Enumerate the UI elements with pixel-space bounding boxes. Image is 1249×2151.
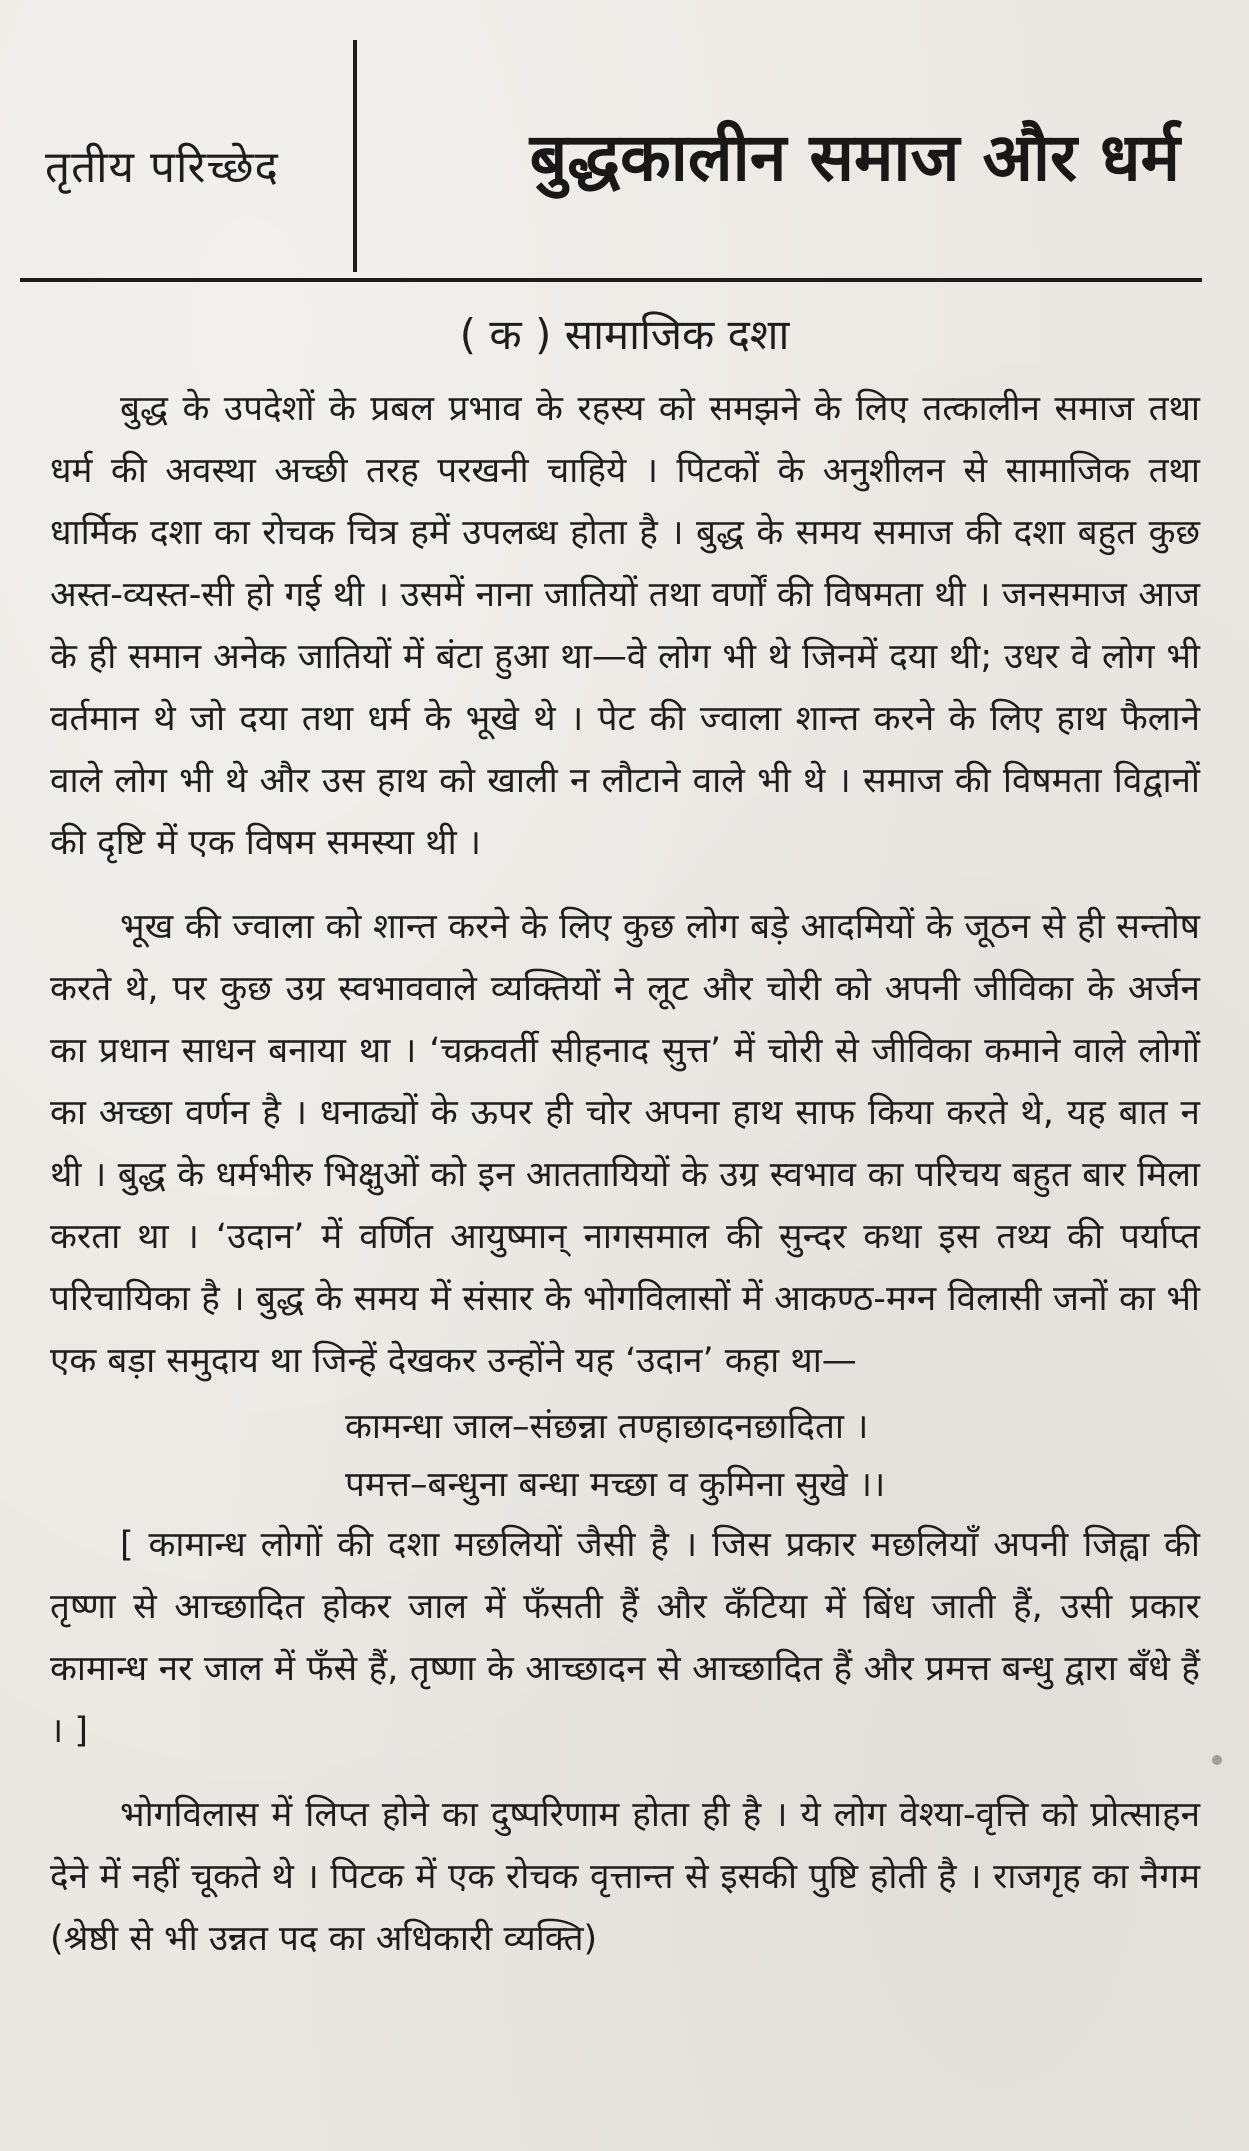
section-heading: ( क ) सामाजिक दशा bbox=[459, 310, 790, 359]
chapter-title: बुद्धकालीन समाज और धर्म bbox=[529, 119, 1180, 196]
paper-speck bbox=[1212, 1755, 1222, 1765]
chapter-label: तृतीय परिच्छेद bbox=[45, 142, 279, 193]
verse-line: कामन्धा जाल–संछन्ना तण्हाछादनछादिता । bbox=[345, 1407, 869, 1447]
verse-line: पमत्त–बन्धुना बन्धा मच्छा व कुमिना सुखे ।। bbox=[345, 1465, 886, 1505]
header-rule bbox=[20, 278, 1202, 282]
chapter-header bbox=[20, 40, 1210, 272]
paragraph: भूख की ज्वाला को शान्त करने के लिए कुछ लोग बड़े आदमियों के जूठन से ही सन्तोष करते थे, पर कुछ उग्र स्वभाववाले व्यक्तियों ने लूट और चोरी को अपनी जीविका के अर्जन का प्रधान साधन बनाया था । ‘चक्रवर्ती सीहनाद सुत्त’ में चोरी से जीविका कमाने वाले लोगों का अच्छा वर्णन है । धनाढ्यों के ऊपर ही चोर अपना हाथ साफ किया करते थे, यह बात न थी । बुद्ध के धर्मभीरु भिक्षुओं को इन आततायियों के उग्र स्वभाव का परिचय बहुत बार मिला करता था । ‘उदान’ में वर्णित आयुष्मान् नागसमाल की सुन्दर कथा इस तथ्य की पर्याप्त परिचायिका है । बुद्ध के समय में संसार के भोगविलासों में आकण्ठ-मग्न विलासी जनों का भी एक बड़ा समुदाय था जिन्हें देखकर उन्होंने यह ‘उदान’ कहा था— bbox=[50, 907, 1200, 1381]
paragraph: भोगविलास में लिप्त होने का दुष्परिणाम होता ही है । ये लोग वेश्या-वृत्ति को प्रोत्साहन देने में नहीं चूकते थे । पिटक में एक रोचक वृत्तान्त से इसकी पुष्टि होती है । राजगृह का नैगम (श्रेष्ठी से भी उन्नत पद का अधिकारी व्यक्ति) bbox=[50, 1795, 1200, 1959]
paragraph: बुद्ध के उपदेशों के प्रबल प्रभाव के रहस्य को समझने के लिए तत्कालीन समाज तथा धर्म की अवस्था अच्छी तरह परखनी चाहिये । पिटकों के अनुशीलन से सामाजिक तथा धार्मिक दशा का रोचक चित्र हमें उपलब्ध होता है । बुद्ध के समय समाज की दशा बहुत कुछ अस्त-व्यस्त-सी हो गई थी । उसमें नाना जातियों तथा वर्णों की विषमता थी । जनसमाज आज के ही समान अनेक जातियों में बंटा हुआ था—वे लोग भी थे जिनमें दया थी; उधर वे लोग भी वर्तमान थे जो दया तथा धर्म के भूखे थे । पेट की ज्वाला शान्त करने के लिए हाथ फैलाने वाले लोग भी थे और उस हाथ को खाली न लौटाने वाले भी थे । समाज की विषमता विद्वानों की दृष्टि में एक विषम समस्या थी । bbox=[50, 389, 1200, 863]
body-text bbox=[50, 378, 1200, 1970]
verse-translation: [ कामान्ध लोगों की दशा मछलियों जैसी है । जिस प्रकार मछलियाँ अपनी जिह्वा की तृष्णा से आच्छादित होकर जाल में फँसती हैं और कँटिया में बिंध जाती हैं, उसी प्रकार कामान्ध नर जाल में फँसे हैं, तृष्णा के आच्छादन से आच्छादित हैं और प्रमत्त बन्धु द्वारा बँधे हैं । ] bbox=[50, 1525, 1200, 1751]
header-divider bbox=[353, 40, 357, 272]
